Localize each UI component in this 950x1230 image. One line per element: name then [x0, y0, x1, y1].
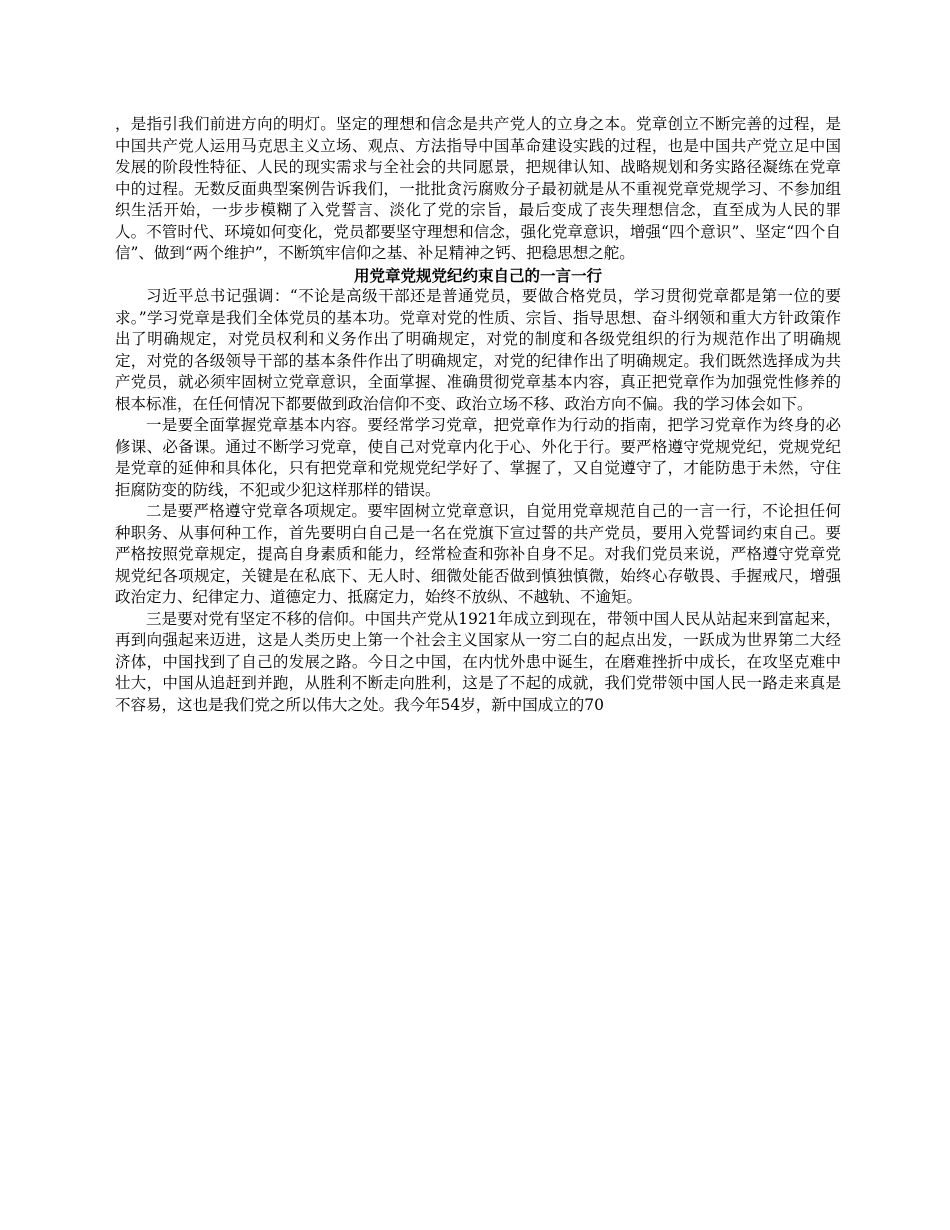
body-paragraph-3: 二是要严格遵守党章各项规定。要牢固树立党章意识，自觉用党章规范自己的一言一行，不论担任何种职务、从事何种工作，首先要明白自己是一名在党旗下宣过誓的共产党员，要用入党誓词约束自己。要严格按照党章规定，提高自身素质和能力，经常检查和弥补自身不足。对我们党员来说，严格遵守党章党规党纪各项规定，关键是在私底下、无人时、细微处能否做到慎独慎微，始终心存敬畏、手握戒尺，增强政治定力、纪律定力、道德定力、抵腐定力，始终不放纵、不越轨、不逾矩。 — [115, 502, 841, 606]
document-page — [115, 114, 841, 716]
intro-paragraph: ，是指引我们前进方向的明灯。坚定的理想和信念是共产党人的立身之本。党章创立不断完善的过程，是中国共产党人运用马克思主义立场、观点、方法指导中国革命建设实践的过程，也是中国共产党立足中国发展的阶段性特征、人民的现实需求与全社会的共同愿景，把规律认知、战略规划和务实路径凝练在党章中的过程。无数反面典型案例告诉我们，一批批贪污腐败分子最初就是从不重视党章党规学习、不参加组织生活开始，一步步模糊了入党誓言、淡化了党的宗旨，最后变成了丧失理想信念，直至成为人民的罪人。不管时代、环境如何变化，党员都要坚守理想和信念，强化党章意识，增强“四个意识”、坚定“四个自信”、做到“两个维护”，不断筑牢信仰之基、补足精神之钙、把稳思想之舵。 — [115, 115, 841, 262]
body-paragraph-4: 三是要对党有坚定不移的信仰。中国共产党从1921年成立到现在，带领中国人民从站起来到富起来，再到向强起来迈进，这是人类历史上第一个社会主义国家从一穷二白的起点出发，一跃成为世界第二大经济体，中国找到了自己的发展之路。今日之中国，在内忧外患中诞生，在磨难挫折中成长，在攻坚克难中壮大，中国从追赶到并跑，从胜利不断走向胜利，这是了不起的成就，我们党带领中国人民一路走来真是不容易，这也是我们党之所以伟大之处。我今年54岁，新中国成立的70 — [115, 609, 841, 714]
section-heading: 用党章党规党纪约束自己的一言一行 — [353, 265, 602, 285]
body-paragraph-2: 一是要全面掌握党章基本内容。要经常学习党章，把党章作为行动的指南，把学习党章作为终身的必修课、必备课。通过不断学习党章，使自己对党章内化于心、外化于行。要严格遵守党规党纪，党规党纪是党章的延伸和具体化，只有把党章和党规党纪学好了、掌握了，又自觉遵守了，才能防患于未然，守住拒腐防变的防线，不犯或少犯这样那样的错误。 — [115, 416, 841, 499]
body-paragraph-1: 习近平总书记强调：“不论是高级干部还是普通党员，要做合格党员，学习贯彻党章都是第一位的要求。”学习党章是我们全体党员的基本功。党章对党的性质、宗旨、指导思想、奋斗纲领和重大方针政策作出了明确规定，对党员权利和义务作出了明确规定，对党的制度和各级党组织的行为规范作出了明确规定，对党的各级领导干部的基本条件作出了明确规定，对党的纪律作出了明确规定。我们既然选择成为共产党员，就必须牢固树立党章意识，全面掌握、准确贯彻党章基本内容，真正把党章作为加强党性修养的根本标准，在任何情况下都要做到政治信仰不变、政治立场不移、政治方向不偏。我的学习体会如下。 — [115, 287, 841, 413]
